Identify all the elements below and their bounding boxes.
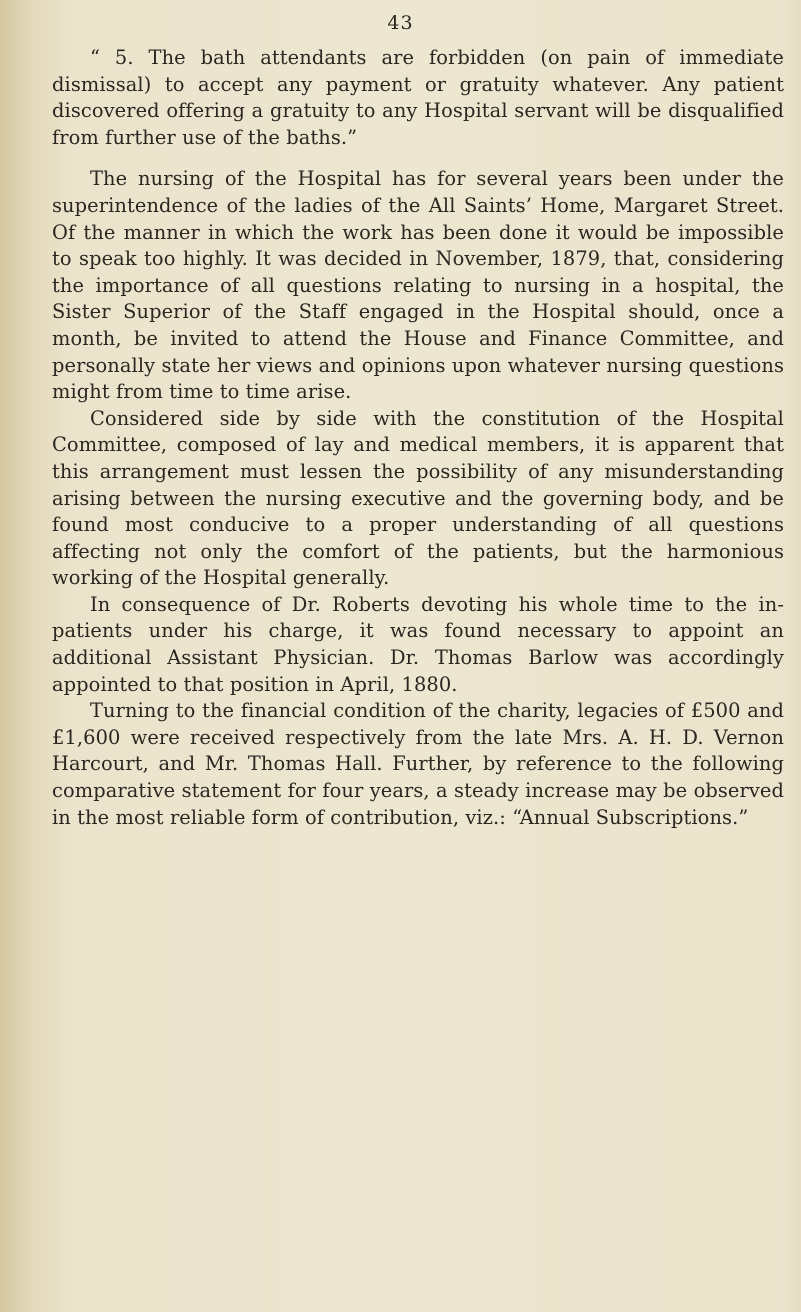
page-number: 43 xyxy=(387,12,414,34)
paragraph-financial: Turning to the financial condition of the charity, legacies of £500 and £1,600 were received respectively from the late Mrs. A. H. D. Vernon Harcourt, and Mr. Thomas Hall. Further, by reference to the following comparative statement for four years, a steady increase may be observed in the most reliable form of contribution, viz.: “Annual Subscriptions.” xyxy=(52,699,784,829)
body-text xyxy=(52,45,784,831)
paragraph-nursing: The nursing of the Hospital has for several years been under the superintendence of the ladies of the All Saints’ Home, Margaret Street. Of the manner in which the work has been done it would be impossible to speak too highly. It was decided in November, 1879, that, considering the importance of all questions relating to nursing in a hospital, the Sister Superior of the Staff engaged in the Hospital should, once a month, be invited to attend the House and Finance Committee, and personally state her views and opinions upon whatever nursing questions might from time to time arise. xyxy=(52,167,784,404)
paragraph-rule-5: “ 5. The bath attendants are forbidden (on pain of immediate dismissal) to accept any payment or gratuity whatever. Any patient discovered offering a gratuity to any Hospital servant will be disqualified from further use of the baths.” xyxy=(52,46,784,149)
paragraph-committee: Considered side by side with the constitution of the Hospital Committee, composed of lay and medical members, it is apparent that this arrangement must lessen the possibility of any misunderstanding arising between the nursing executive and the governing body, and be found most conducive to a proper understanding of all questions affecting not only the comfort of the patients, but the harmonious working of the Hospital generally. xyxy=(52,406,784,590)
paragraph-assistant-physician: In consequence of Dr. Roberts devoting his whole time to the in-patients under his charge, it was found necessary to appoint an additional Assistant Physician. Dr. Thomas Barlow was accordingly appointed to that position in April, 1880. xyxy=(52,592,784,696)
